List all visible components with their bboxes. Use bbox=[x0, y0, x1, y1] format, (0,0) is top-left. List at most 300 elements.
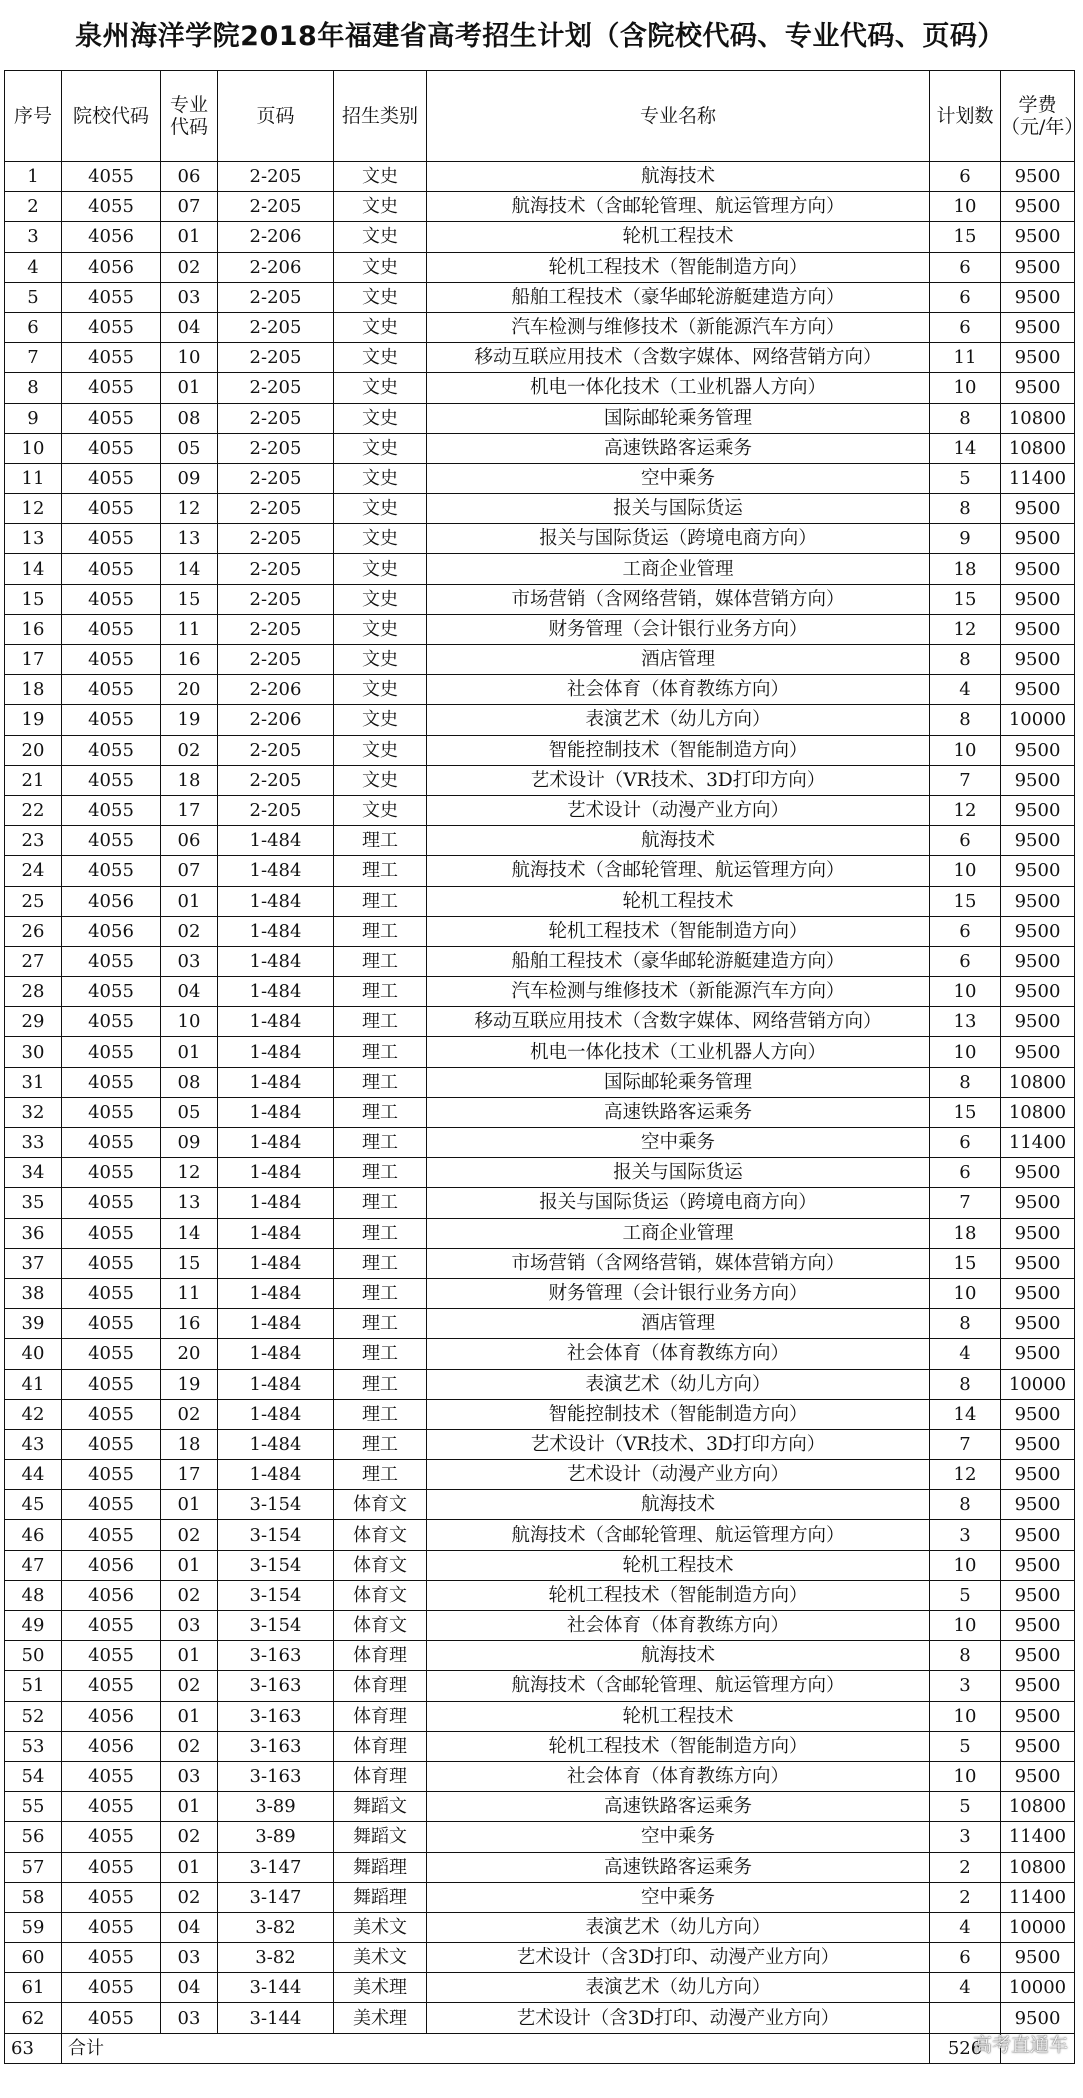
cell-major: 轮机工程技术 bbox=[427, 1550, 930, 1580]
cell-category: 理工 bbox=[334, 826, 427, 856]
cell-fee: 9500 bbox=[1001, 1399, 1075, 1429]
cell-page: 2-206 bbox=[218, 222, 334, 252]
cell-plan: 6 bbox=[930, 826, 1001, 856]
cell-major-code: 08 bbox=[161, 403, 218, 433]
cell-major: 艺术设计（含3D打印、动漫产业方向） bbox=[427, 2003, 930, 2033]
cell-seq: 27 bbox=[5, 946, 62, 976]
table-row bbox=[5, 1097, 1075, 1127]
cell-seq: 32 bbox=[5, 1097, 62, 1127]
table-row bbox=[5, 1671, 1075, 1701]
cell-school-code: 4055 bbox=[62, 765, 161, 795]
cell-school-code: 4056 bbox=[62, 222, 161, 252]
cell-major: 高速铁路客运乘务 bbox=[427, 1852, 930, 1882]
cell-page: 2-205 bbox=[218, 584, 334, 614]
cell-major-code: 01 bbox=[161, 1792, 218, 1822]
cell-major: 移动互联应用技术（含数字媒体、网络营销方向） bbox=[427, 1007, 930, 1037]
cell-category: 体育文 bbox=[334, 1550, 427, 1580]
table-row bbox=[5, 1278, 1075, 1308]
cell-page: 1-484 bbox=[218, 946, 334, 976]
cell-fee: 9500 bbox=[1001, 1218, 1075, 1248]
cell-major: 航海技术 bbox=[427, 162, 930, 192]
cell-category: 理工 bbox=[334, 1128, 427, 1158]
cell-plan: 3 bbox=[930, 1822, 1001, 1852]
cell-fee: 9500 bbox=[1001, 554, 1075, 584]
cell-plan: 7 bbox=[930, 1188, 1001, 1218]
cell-category: 文史 bbox=[334, 705, 427, 735]
cell-page: 1-484 bbox=[218, 1399, 334, 1429]
cell-seq: 10 bbox=[5, 433, 62, 463]
table-row bbox=[5, 1580, 1075, 1610]
cell-category: 舞蹈文 bbox=[334, 1792, 427, 1822]
cell-major-code: 04 bbox=[161, 1912, 218, 1942]
cell-major: 航海技术（含邮轮管理、航运管理方向） bbox=[427, 1520, 930, 1550]
cell-seq: 43 bbox=[5, 1429, 62, 1459]
cell-major-code: 07 bbox=[161, 192, 218, 222]
cell-category: 文史 bbox=[334, 373, 427, 403]
cell-major-code: 03 bbox=[161, 1761, 218, 1791]
table-row bbox=[5, 1792, 1075, 1822]
cell-major-code: 04 bbox=[161, 312, 218, 342]
cell-fee: 9500 bbox=[1001, 1339, 1075, 1369]
cell-seq: 44 bbox=[5, 1460, 62, 1490]
cell-school-code: 4055 bbox=[62, 1943, 161, 1973]
cell-school-code: 4055 bbox=[62, 856, 161, 886]
cell-page: 2-205 bbox=[218, 433, 334, 463]
cell-school-code: 4055 bbox=[62, 1067, 161, 1097]
cell-fee: 9500 bbox=[1001, 494, 1075, 524]
cell-major-code: 01 bbox=[161, 1701, 218, 1731]
cell-category: 理工 bbox=[334, 1218, 427, 1248]
table-row bbox=[5, 1158, 1075, 1188]
table-row bbox=[5, 282, 1075, 312]
cell-major-code: 14 bbox=[161, 1218, 218, 1248]
table-row bbox=[5, 463, 1075, 493]
cell-school-code: 4056 bbox=[62, 1550, 161, 1580]
cell-seq: 12 bbox=[5, 494, 62, 524]
cell-major-code: 02 bbox=[161, 1520, 218, 1550]
cell-page: 1-484 bbox=[218, 886, 334, 916]
cell-seq: 57 bbox=[5, 1852, 62, 1882]
cell-major-code: 11 bbox=[161, 614, 218, 644]
cell-plan: 6 bbox=[930, 1128, 1001, 1158]
cell-school-code: 4055 bbox=[62, 1520, 161, 1550]
cell-major-code: 02 bbox=[161, 1731, 218, 1761]
cell-school-code: 4055 bbox=[62, 1278, 161, 1308]
cell-school-code: 4055 bbox=[62, 1037, 161, 1067]
cell-major-code: 02 bbox=[161, 252, 218, 282]
cell-page: 1-484 bbox=[218, 1128, 334, 1158]
cell-seq: 20 bbox=[5, 735, 62, 765]
cell-plan: 10 bbox=[930, 1037, 1001, 1067]
cell-major-code: 02 bbox=[161, 1882, 218, 1912]
cell-school-code: 4055 bbox=[62, 946, 161, 976]
cell-seq: 55 bbox=[5, 1792, 62, 1822]
cell-category: 理工 bbox=[334, 1188, 427, 1218]
cell-plan: 5 bbox=[930, 1792, 1001, 1822]
cell-seq: 62 bbox=[5, 2003, 62, 2033]
cell-page: 3-154 bbox=[218, 1580, 334, 1610]
table-row bbox=[5, 1852, 1075, 1882]
cell-plan: 8 bbox=[930, 645, 1001, 675]
cell-page: 3-163 bbox=[218, 1731, 334, 1761]
cell-page: 3-154 bbox=[218, 1611, 334, 1641]
cell-seq: 58 bbox=[5, 1882, 62, 1912]
cell-plan: 4 bbox=[930, 675, 1001, 705]
cell-seq: 4 bbox=[5, 252, 62, 282]
cell-category: 文史 bbox=[334, 343, 427, 373]
cell-seq: 9 bbox=[5, 403, 62, 433]
cell-fee: 9500 bbox=[1001, 946, 1075, 976]
header-fee: 学费（元/年） bbox=[1001, 71, 1075, 162]
cell-major-code: 17 bbox=[161, 795, 218, 825]
cell-category: 体育文 bbox=[334, 1580, 427, 1610]
cell-seq: 1 bbox=[5, 162, 62, 192]
cell-category: 舞蹈文 bbox=[334, 1822, 427, 1852]
cell-page: 1-484 bbox=[218, 1309, 334, 1339]
cell-major: 移动互联应用技术（含数字媒体、网络营销方向） bbox=[427, 343, 930, 373]
cell-fee: 9500 bbox=[1001, 977, 1075, 1007]
cell-seq: 45 bbox=[5, 1490, 62, 1520]
cell-category: 体育理 bbox=[334, 1731, 427, 1761]
cell-page: 3-144 bbox=[218, 1973, 334, 2003]
cell-seq: 51 bbox=[5, 1671, 62, 1701]
cell-major: 社会体育（体育教练方向） bbox=[427, 675, 930, 705]
table-row bbox=[5, 494, 1075, 524]
cell-category: 体育理 bbox=[334, 1701, 427, 1731]
cell-major-code: 02 bbox=[161, 1671, 218, 1701]
cell-school-code: 4055 bbox=[62, 1007, 161, 1037]
table-row bbox=[5, 1822, 1075, 1852]
table-row bbox=[5, 373, 1075, 403]
cell-plan: 8 bbox=[930, 1309, 1001, 1339]
cell-page: 1-484 bbox=[218, 1339, 334, 1369]
cell-school-code: 4055 bbox=[62, 1852, 161, 1882]
table-row bbox=[5, 1761, 1075, 1791]
cell-page: 1-484 bbox=[218, 1429, 334, 1459]
cell-category: 理工 bbox=[334, 946, 427, 976]
header-page: 页码 bbox=[218, 71, 334, 162]
cell-plan: 10 bbox=[930, 856, 1001, 886]
cell-major-code: 19 bbox=[161, 705, 218, 735]
cell-major: 表演艺术（幼儿方向） bbox=[427, 1973, 930, 2003]
cell-major: 艺术设计（含3D打印、动漫产业方向） bbox=[427, 1943, 930, 1973]
cell-fee: 9500 bbox=[1001, 856, 1075, 886]
cell-seq: 56 bbox=[5, 1822, 62, 1852]
cell-fee: 9500 bbox=[1001, 524, 1075, 554]
cell-seq: 23 bbox=[5, 826, 62, 856]
cell-plan bbox=[930, 2003, 1001, 2033]
table-row bbox=[5, 886, 1075, 916]
table-row bbox=[5, 584, 1075, 614]
cell-major: 市场营销（含网络营销，媒体营销方向） bbox=[427, 584, 930, 614]
cell-fee: 9500 bbox=[1001, 162, 1075, 192]
cell-major-code: 02 bbox=[161, 1580, 218, 1610]
table-row bbox=[5, 192, 1075, 222]
cell-seq: 11 bbox=[5, 463, 62, 493]
cell-page: 2-205 bbox=[218, 282, 334, 312]
cell-fee: 9500 bbox=[1001, 282, 1075, 312]
cell-major-code: 02 bbox=[161, 735, 218, 765]
cell-category: 文史 bbox=[334, 554, 427, 584]
cell-page: 3-82 bbox=[218, 1943, 334, 1973]
cell-major-code: 01 bbox=[161, 1490, 218, 1520]
cell-plan: 5 bbox=[930, 1580, 1001, 1610]
cell-page: 2-205 bbox=[218, 373, 334, 403]
table-row bbox=[5, 826, 1075, 856]
cell-seq: 47 bbox=[5, 1550, 62, 1580]
cell-category: 理工 bbox=[334, 1369, 427, 1399]
cell-fee: 9500 bbox=[1001, 2003, 1075, 2033]
cell-fee: 9500 bbox=[1001, 675, 1075, 705]
cell-major-code: 20 bbox=[161, 1339, 218, 1369]
total-row bbox=[5, 2033, 1075, 2063]
cell-category: 理工 bbox=[334, 1399, 427, 1429]
cell-major-code: 01 bbox=[161, 222, 218, 252]
cell-page: 1-484 bbox=[218, 916, 334, 946]
cell-major: 空中乘务 bbox=[427, 1128, 930, 1158]
cell-major: 报关与国际货运 bbox=[427, 494, 930, 524]
cell-school-code: 4055 bbox=[62, 675, 161, 705]
cell-fee: 9500 bbox=[1001, 1037, 1075, 1067]
cell-seq: 46 bbox=[5, 1520, 62, 1550]
cell-plan: 6 bbox=[930, 946, 1001, 976]
cell-category: 理工 bbox=[334, 1007, 427, 1037]
cell-major: 酒店管理 bbox=[427, 1309, 930, 1339]
cell-category: 理工 bbox=[334, 1037, 427, 1067]
cell-page: 1-484 bbox=[218, 1248, 334, 1278]
total-seq: 63 bbox=[5, 2033, 62, 2063]
header-school-code: 院校代码 bbox=[62, 71, 161, 162]
cell-major: 轮机工程技术 bbox=[427, 886, 930, 916]
cell-page: 2-205 bbox=[218, 343, 334, 373]
cell-category: 理工 bbox=[334, 1429, 427, 1459]
cell-plan: 4 bbox=[930, 1339, 1001, 1369]
cell-major-code: 16 bbox=[161, 645, 218, 675]
cell-fee: 9500 bbox=[1001, 192, 1075, 222]
cell-plan: 6 bbox=[930, 1158, 1001, 1188]
cell-school-code: 4055 bbox=[62, 735, 161, 765]
cell-page: 3-154 bbox=[218, 1550, 334, 1580]
header-seq: 序号 bbox=[5, 71, 62, 162]
cell-category: 美术文 bbox=[334, 1943, 427, 1973]
cell-school-code: 4055 bbox=[62, 1158, 161, 1188]
cell-major: 航海技术（含邮轮管理、航运管理方向） bbox=[427, 856, 930, 886]
cell-major-code: 04 bbox=[161, 1973, 218, 2003]
cell-page: 3-147 bbox=[218, 1882, 334, 1912]
cell-page: 2-206 bbox=[218, 705, 334, 735]
table-row bbox=[5, 1731, 1075, 1761]
table-row bbox=[5, 1067, 1075, 1097]
cell-plan: 6 bbox=[930, 252, 1001, 282]
cell-school-code: 4055 bbox=[62, 705, 161, 735]
cell-major-code: 02 bbox=[161, 1399, 218, 1429]
cell-major-code: 03 bbox=[161, 946, 218, 976]
cell-school-code: 4056 bbox=[62, 1580, 161, 1610]
table-row bbox=[5, 1128, 1075, 1158]
cell-seq: 50 bbox=[5, 1641, 62, 1671]
cell-fee: 9500 bbox=[1001, 614, 1075, 644]
cell-fee: 10000 bbox=[1001, 1973, 1075, 2003]
cell-plan: 11 bbox=[930, 343, 1001, 373]
cell-plan: 5 bbox=[930, 1731, 1001, 1761]
cell-school-code: 4055 bbox=[62, 162, 161, 192]
cell-school-code: 4055 bbox=[62, 1822, 161, 1852]
cell-school-code: 4056 bbox=[62, 252, 161, 282]
cell-category: 体育文 bbox=[334, 1520, 427, 1550]
cell-plan: 10 bbox=[930, 735, 1001, 765]
cell-fee: 11400 bbox=[1001, 463, 1075, 493]
cell-seq: 48 bbox=[5, 1580, 62, 1610]
cell-page: 3-154 bbox=[218, 1490, 334, 1520]
cell-school-code: 4055 bbox=[62, 1641, 161, 1671]
cell-plan: 3 bbox=[930, 1520, 1001, 1550]
cell-major-code: 12 bbox=[161, 1158, 218, 1188]
cell-category: 文史 bbox=[334, 735, 427, 765]
cell-fee: 9500 bbox=[1001, 1701, 1075, 1731]
cell-plan: 10 bbox=[930, 1550, 1001, 1580]
cell-fee: 9500 bbox=[1001, 1611, 1075, 1641]
cell-school-code: 4055 bbox=[62, 584, 161, 614]
cell-fee: 9500 bbox=[1001, 1429, 1075, 1459]
cell-fee: 9500 bbox=[1001, 1460, 1075, 1490]
cell-major: 市场营销（含网络营销，媒体营销方向） bbox=[427, 1248, 930, 1278]
cell-major: 国际邮轮乘务管理 bbox=[427, 1067, 930, 1097]
cell-category: 文史 bbox=[334, 252, 427, 282]
cell-major-code: 03 bbox=[161, 1943, 218, 1973]
cell-page: 1-484 bbox=[218, 1037, 334, 1067]
cell-plan: 2 bbox=[930, 1882, 1001, 1912]
cell-page: 3-89 bbox=[218, 1792, 334, 1822]
cell-plan: 8 bbox=[930, 1641, 1001, 1671]
cell-seq: 25 bbox=[5, 886, 62, 916]
cell-category: 理工 bbox=[334, 856, 427, 886]
cell-plan: 10 bbox=[930, 1611, 1001, 1641]
cell-school-code: 4055 bbox=[62, 795, 161, 825]
cell-page: 2-205 bbox=[218, 765, 334, 795]
cell-major-code: 01 bbox=[161, 1852, 218, 1882]
cell-major: 高速铁路客运乘务 bbox=[427, 433, 930, 463]
cell-school-code: 4055 bbox=[62, 614, 161, 644]
table-row bbox=[5, 162, 1075, 192]
table-row bbox=[5, 403, 1075, 433]
cell-major-code: 01 bbox=[161, 1037, 218, 1067]
cell-page: 1-484 bbox=[218, 1007, 334, 1037]
cell-seq: 59 bbox=[5, 1912, 62, 1942]
cell-fee: 9500 bbox=[1001, 1278, 1075, 1308]
cell-seq: 19 bbox=[5, 705, 62, 735]
cell-school-code: 4055 bbox=[62, 1882, 161, 1912]
cell-school-code: 4055 bbox=[62, 1248, 161, 1278]
table-row bbox=[5, 554, 1075, 584]
cell-plan: 8 bbox=[930, 1067, 1001, 1097]
cell-category: 文史 bbox=[334, 614, 427, 644]
cell-plan: 7 bbox=[930, 765, 1001, 795]
cell-major: 艺术设计（VR技术、3D打印方向） bbox=[427, 1429, 930, 1459]
cell-fee: 9500 bbox=[1001, 343, 1075, 373]
cell-school-code: 4055 bbox=[62, 1309, 161, 1339]
cell-major: 表演艺术（幼儿方向） bbox=[427, 705, 930, 735]
cell-major-code: 12 bbox=[161, 494, 218, 524]
cell-major-code: 01 bbox=[161, 1641, 218, 1671]
cell-page: 1-484 bbox=[218, 1218, 334, 1248]
cell-major: 工商企业管理 bbox=[427, 554, 930, 584]
cell-seq: 21 bbox=[5, 765, 62, 795]
cell-fee: 9500 bbox=[1001, 1550, 1075, 1580]
cell-page: 3-82 bbox=[218, 1912, 334, 1942]
cell-seq: 31 bbox=[5, 1067, 62, 1097]
cell-plan: 10 bbox=[930, 1701, 1001, 1731]
table-row bbox=[5, 705, 1075, 735]
cell-page: 1-484 bbox=[218, 826, 334, 856]
cell-category: 理工 bbox=[334, 916, 427, 946]
cell-school-code: 4056 bbox=[62, 1731, 161, 1761]
cell-plan: 8 bbox=[930, 494, 1001, 524]
cell-major: 报关与国际货运 bbox=[427, 1158, 930, 1188]
cell-major: 艺术设计（VR技术、3D打印方向） bbox=[427, 765, 930, 795]
watermark: 高考直通车 bbox=[972, 2034, 1068, 2056]
cell-major-code: 03 bbox=[161, 2003, 218, 2033]
cell-major-code: 02 bbox=[161, 1822, 218, 1852]
cell-major-code: 05 bbox=[161, 1097, 218, 1127]
cell-school-code: 4055 bbox=[62, 494, 161, 524]
cell-plan: 9 bbox=[930, 524, 1001, 554]
cell-category: 体育理 bbox=[334, 1671, 427, 1701]
cell-major-code: 06 bbox=[161, 162, 218, 192]
cell-plan: 10 bbox=[930, 1278, 1001, 1308]
cell-page: 1-484 bbox=[218, 856, 334, 886]
cell-category: 理工 bbox=[334, 1460, 427, 1490]
table-row bbox=[5, 1188, 1075, 1218]
cell-major: 机电一体化技术（工业机器人方向） bbox=[427, 373, 930, 403]
table-header bbox=[5, 71, 1083, 162]
cell-school-code: 4055 bbox=[62, 403, 161, 433]
cell-major: 船舶工程技术（豪华邮轮游艇建造方向） bbox=[427, 282, 930, 312]
cell-fee: 9500 bbox=[1001, 373, 1075, 403]
cell-page: 3-163 bbox=[218, 1701, 334, 1731]
cell-major-code: 01 bbox=[161, 1550, 218, 1580]
cell-seq: 16 bbox=[5, 614, 62, 644]
cell-major: 汽车检测与维修技术（新能源汽车方向） bbox=[427, 312, 930, 342]
cell-school-code: 4055 bbox=[62, 2003, 161, 2033]
cell-fee: 9500 bbox=[1001, 1490, 1075, 1520]
cell-school-code: 4055 bbox=[62, 1973, 161, 2003]
cell-category: 理工 bbox=[334, 1339, 427, 1369]
cell-category: 文史 bbox=[334, 222, 427, 252]
cell-category: 理工 bbox=[334, 1067, 427, 1097]
table-row bbox=[5, 524, 1075, 554]
cell-plan: 8 bbox=[930, 1369, 1001, 1399]
cell-fee: 9500 bbox=[1001, 252, 1075, 282]
cell-category: 体育理 bbox=[334, 1641, 427, 1671]
cell-school-code: 4055 bbox=[62, 524, 161, 554]
cell-category: 文史 bbox=[334, 192, 427, 222]
cell-page: 3-163 bbox=[218, 1671, 334, 1701]
cell-page: 3-154 bbox=[218, 1520, 334, 1550]
cell-plan: 15 bbox=[930, 1097, 1001, 1127]
cell-major: 高速铁路客运乘务 bbox=[427, 1792, 930, 1822]
cell-page: 3-89 bbox=[218, 1822, 334, 1852]
cell-major-code: 03 bbox=[161, 282, 218, 312]
cell-fee: 9500 bbox=[1001, 795, 1075, 825]
cell-page: 2-205 bbox=[218, 614, 334, 644]
cell-major: 船舶工程技术（豪华邮轮游艇建造方向） bbox=[427, 946, 930, 976]
cell-major-code: 05 bbox=[161, 433, 218, 463]
cell-school-code: 4056 bbox=[62, 886, 161, 916]
table-row bbox=[5, 1701, 1075, 1731]
table-row bbox=[5, 222, 1075, 252]
cell-page: 2-205 bbox=[218, 645, 334, 675]
cell-major: 航海技术（含邮轮管理、航运管理方向） bbox=[427, 192, 930, 222]
